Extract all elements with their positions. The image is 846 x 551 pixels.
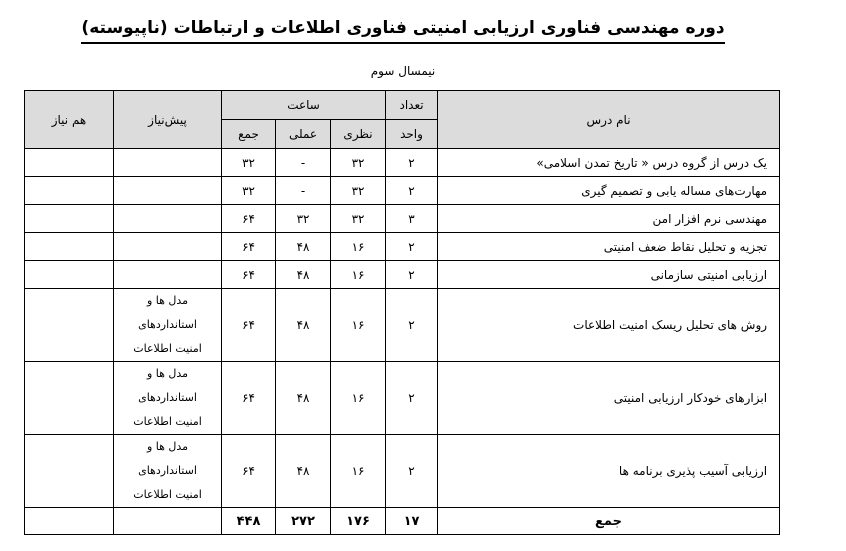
course-theory-hours: ۱۶ bbox=[331, 362, 386, 435]
course-total-hours: ۶۴ bbox=[222, 362, 276, 435]
table-row bbox=[25, 435, 780, 508]
header-units-line1: تعداد bbox=[386, 91, 438, 120]
course-corequisite bbox=[25, 233, 114, 261]
header-practical: عملی bbox=[276, 120, 331, 149]
course-practical-hours: ۴۸ bbox=[276, 233, 331, 261]
course-units: ۲ bbox=[386, 435, 438, 508]
course-total-hours: ۶۴ bbox=[222, 205, 276, 233]
prerequisite-line: استانداردهای bbox=[138, 318, 197, 331]
totals-total-hours: ۴۴۸ bbox=[222, 508, 276, 535]
prerequisite-line: مدل ها و bbox=[146, 294, 189, 307]
course-total-hours: ۶۴ bbox=[222, 261, 276, 289]
course-name: مهندسی نرم افزار امن bbox=[438, 205, 780, 233]
document-title bbox=[0, 18, 806, 38]
totals-prerequisite bbox=[114, 508, 222, 535]
course-corequisite bbox=[25, 261, 114, 289]
header-theory: نظری bbox=[331, 120, 386, 149]
course-prerequisite bbox=[114, 261, 222, 289]
course-total-hours: ۶۴ bbox=[222, 289, 276, 362]
course-name: مهارت‌های مساله یابی و تصمیم گیری bbox=[438, 177, 780, 205]
prerequisite-line: مدل ها و bbox=[146, 367, 189, 380]
header-course-name: نام درس bbox=[438, 91, 780, 149]
table-row bbox=[25, 362, 780, 435]
course-units: ۲ bbox=[386, 233, 438, 261]
prerequisite-line: امنیت اطلاعات bbox=[133, 415, 202, 428]
course-name: ابزارهای خودکار ارزیابی امنیتی bbox=[438, 362, 780, 435]
course-practical-hours: ۴۸ bbox=[276, 261, 331, 289]
course-theory-hours: ۱۶ bbox=[331, 233, 386, 261]
prerequisite-line: امنیت اطلاعات bbox=[133, 488, 202, 501]
header-prerequisite: پیش‌نیاز bbox=[114, 91, 222, 149]
prerequisite-line: مدل ها و bbox=[146, 440, 189, 453]
course-name: ارزیابی آسیب پذیری برنامه ها bbox=[438, 435, 780, 508]
table-row bbox=[25, 289, 780, 362]
course-corequisite bbox=[25, 289, 114, 362]
course-theory-hours: ۱۶ bbox=[331, 261, 386, 289]
course-practical-hours: - bbox=[276, 149, 331, 177]
course-practical-hours: ۴۸ bbox=[276, 435, 331, 508]
semester-label: نیمسال سوم bbox=[370, 64, 436, 78]
course-name: ارزیابی امنیتی سازمانی bbox=[438, 261, 780, 289]
curriculum-table bbox=[24, 90, 780, 535]
course-units: ۲ bbox=[386, 177, 438, 205]
course-practical-hours: ۴۸ bbox=[276, 362, 331, 435]
course-corequisite bbox=[25, 149, 114, 177]
course-prerequisite bbox=[114, 205, 222, 233]
course-prerequisite bbox=[114, 233, 222, 261]
totals-label: جمع bbox=[438, 508, 780, 535]
prerequisite-line: استانداردهای bbox=[138, 464, 197, 477]
course-corequisite bbox=[25, 205, 114, 233]
prerequisite-line: امنیت اطلاعات bbox=[133, 342, 202, 355]
course-total-hours: ۳۲ bbox=[222, 177, 276, 205]
course-name: روش های تحلیل ریسک امنیت اطلاعات bbox=[438, 289, 780, 362]
course-corequisite bbox=[25, 435, 114, 508]
totals-practical-hours: ۲۷۲ bbox=[276, 508, 331, 535]
course-practical-hours: ۳۲ bbox=[276, 205, 331, 233]
totals-units: ۱۷ bbox=[386, 508, 438, 535]
course-theory-hours: ۳۲ bbox=[331, 177, 386, 205]
totals-theory-hours: ۱۷۶ bbox=[331, 508, 386, 535]
course-corequisite bbox=[25, 177, 114, 205]
course-units: ۲ bbox=[386, 149, 438, 177]
course-prerequisite bbox=[114, 362, 222, 435]
course-name: تجزیه و تحلیل نقاط ضعف امنیتی bbox=[438, 233, 780, 261]
course-prerequisite bbox=[114, 177, 222, 205]
course-theory-hours: ۱۶ bbox=[331, 435, 386, 508]
course-theory-hours: ۳۲ bbox=[331, 205, 386, 233]
course-theory-hours: ۳۲ bbox=[331, 149, 386, 177]
course-units: ۲ bbox=[386, 289, 438, 362]
course-prerequisite bbox=[114, 289, 222, 362]
course-total-hours: ۶۴ bbox=[222, 435, 276, 508]
course-corequisite bbox=[25, 362, 114, 435]
course-total-hours: ۶۴ bbox=[222, 233, 276, 261]
header-hours: ساعت bbox=[222, 91, 386, 120]
prerequisite-line: استانداردهای bbox=[138, 391, 197, 404]
course-practical-hours: - bbox=[276, 177, 331, 205]
header-units-line2: واحد bbox=[386, 120, 438, 149]
course-total-hours: ۳۲ bbox=[222, 149, 276, 177]
course-prerequisite bbox=[114, 435, 222, 508]
table-row bbox=[25, 233, 780, 261]
header-row-1 bbox=[25, 91, 780, 120]
totals-row bbox=[25, 508, 780, 535]
table-row bbox=[25, 177, 780, 205]
table-row bbox=[25, 149, 780, 177]
course-units: ۳ bbox=[386, 205, 438, 233]
course-theory-hours: ۱۶ bbox=[331, 289, 386, 362]
course-practical-hours: ۴۸ bbox=[276, 289, 331, 362]
totals-corequisite bbox=[25, 508, 114, 535]
document-title-text: دوره مهندسی فناوری ارزیابی امنیتی فناوری اطلاعات و ارتباطات (ناپیوسته) bbox=[81, 18, 724, 44]
table-row bbox=[25, 205, 780, 233]
course-units: ۲ bbox=[386, 362, 438, 435]
table-row bbox=[25, 261, 780, 289]
header-corequisite: هم نیاز bbox=[25, 91, 114, 149]
course-prerequisite bbox=[114, 149, 222, 177]
course-units: ۲ bbox=[386, 261, 438, 289]
header-total: جمع bbox=[222, 120, 276, 149]
course-name: یک درس از گروه درس « تاریخ تمدن اسلامی» bbox=[438, 149, 780, 177]
